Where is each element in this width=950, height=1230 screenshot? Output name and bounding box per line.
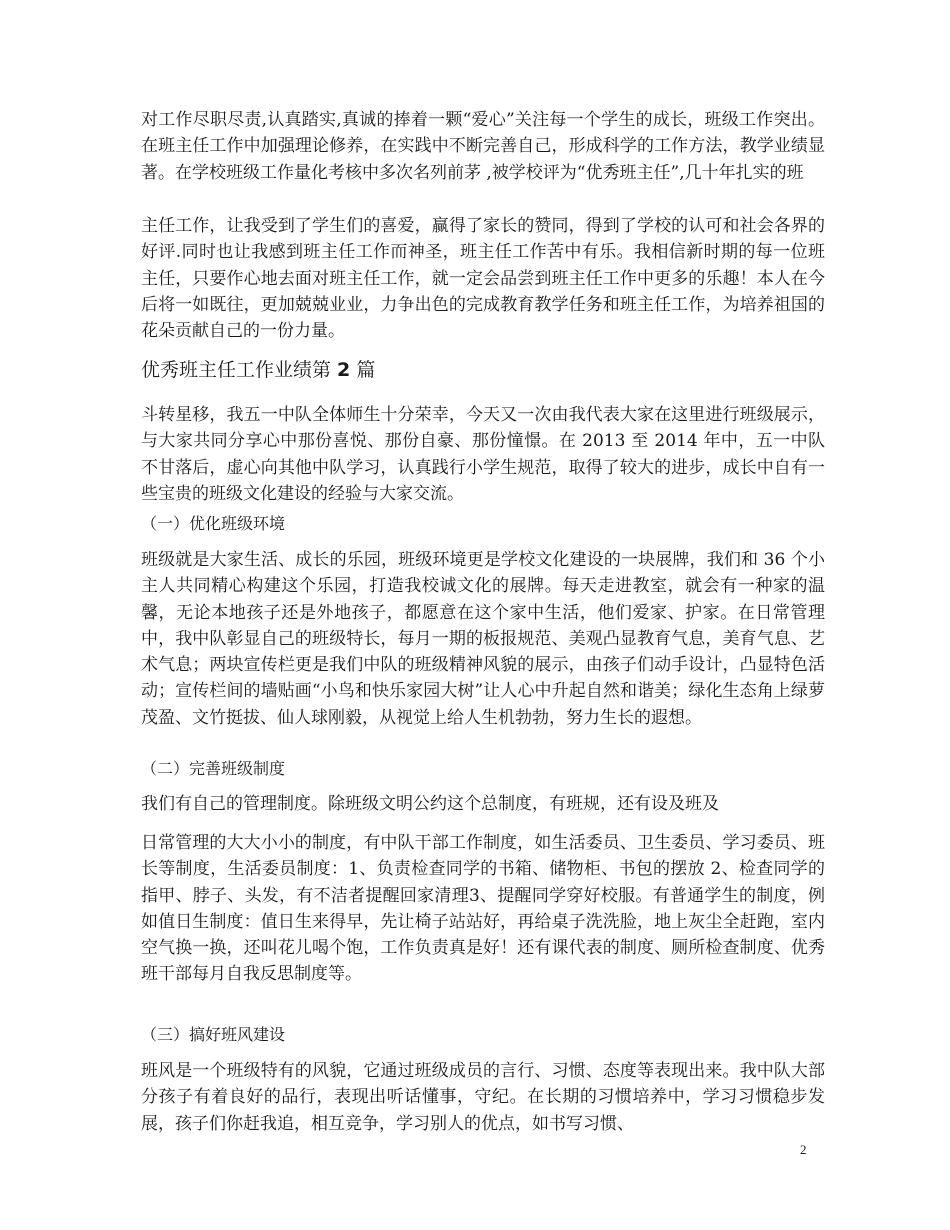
paragraph-5: 我们有自己的管理制度。除班级文明公约这个总制度，有班规，还有设及班及 xyxy=(141,794,719,814)
paragraph-2: 主任工作，让我受到了学生们的喜爱，赢得了家长的赞同，得到了学校的认可和社会各界的好评.同时也让我感到班主任工作而神圣，班主任工作苦中有乐。我相信新时期的每一位班主任，只要作心地去面对班主任工作，就一定会品尝到班主任工作中更多的乐趣！本人在今后将一如既往，更加兢兢业业，力争出色的完成教育教学任务和班主任工作，为培养祖国的花朵贡献自己的一份力量。 xyxy=(141,216,825,342)
paragraph-7: 班风是一个班级特有的风貌，它通过班级成员的言行、习惯、态度等表现出来。我中队大部分孩子有着良好的品行，表现出听话懂事，守纪。在长期的习惯培养中，学习习惯稳步发展，孩子们你赶我追，相互竞争，学习别人的优点，如书写习惯、 xyxy=(141,1061,825,1134)
subheading-1: （一）优化班级环境 xyxy=(141,514,286,533)
page-number: 2 xyxy=(800,1142,807,1157)
section-title xyxy=(141,357,825,383)
subheading-2: （二）完善班级制度 xyxy=(141,759,286,778)
section-title-number: 2 xyxy=(337,359,351,381)
section-title-suffix: 篇 xyxy=(350,359,376,381)
paragraph-6: 日常管理的大大小小的制度，有中队干部工作制度，如生活委员、卫生委员、学习委员、班长等制度，生活委员制度：1、负责检查同学的书箱、储物柜、书包的摆放 2、检查同学的指甲、脖子、头发，有不洁者提醒回家清理3、提醒同学穿好校服。有普通学生的制度，例如值日生制度：值日生来得早，先让椅子站站好，再给桌子洗洗脸，地上灰尘全赶跑，室内空气换一换，还叫花儿喝个饱，工作负责真是好！还有课代表的制度、厕所检查制度、优秀班干部每月自我反思制度等。 xyxy=(141,833,825,985)
subheading-3: （三）搞好班风建设 xyxy=(141,1025,286,1044)
paragraph-3: 斗转星移，我五一中队全体师生十分荣幸，今天又一次由我代表大家在这里进行班级展示，与大家共同分享心中那份喜悦、那份自豪、那份憧憬。在 2013 至 2014 年中，五一中队不甘落后，虚心向其他中队学习，认真践行小学生规范，取得了较大的进步，成长中自有一些宝贵的班级文化建设的经验与大家交流。 xyxy=(141,405,825,504)
paragraph-1: 对工作尽职尽责,认真踏实,真诚的捧着一颗“爱心”关注每一个学生的成长，班级工作突出。在班主任工作中加强理论修养，在实践中不断完善自己，形成科学的工作方法，教学业绩显著。在学校班级工作量化考核中多次名列前茅 ,被学校评为“优秀班主任”,几十年扎实的班 xyxy=(141,110,825,183)
paragraph-4: 班级就是大家生活、成长的乐园，班级环境更是学校文化建设的一块展牌，我们和 36 个小主人共同精心构建这个乐园，打造我校诚文化的展牌。每天走进教室，就会有一种家的温馨，无论本地孩子还是外地孩子，都愿意在这个家中生活，他们爱家、护家。在日常管理中，我中队彰显自己的班级特长，每月一期的板报规范、美观凸显教育气息，美育气息、艺术气息；两块宣传栏更是我们中队的班级精神风貌的展示，由孩子们动手设计，凸显特色活动；宣传栏间的墙贴画“小鸟和快乐家园大树”让人心中升起自然和谐美；绿化生态角上绿萝茂盈、文竹挺拔、仙人球刚毅，从视觉上给人生机勃勃，努力生长的遐想。 xyxy=(141,550,825,728)
section-title-text: 优秀班主任工作业绩第 xyxy=(141,359,338,381)
